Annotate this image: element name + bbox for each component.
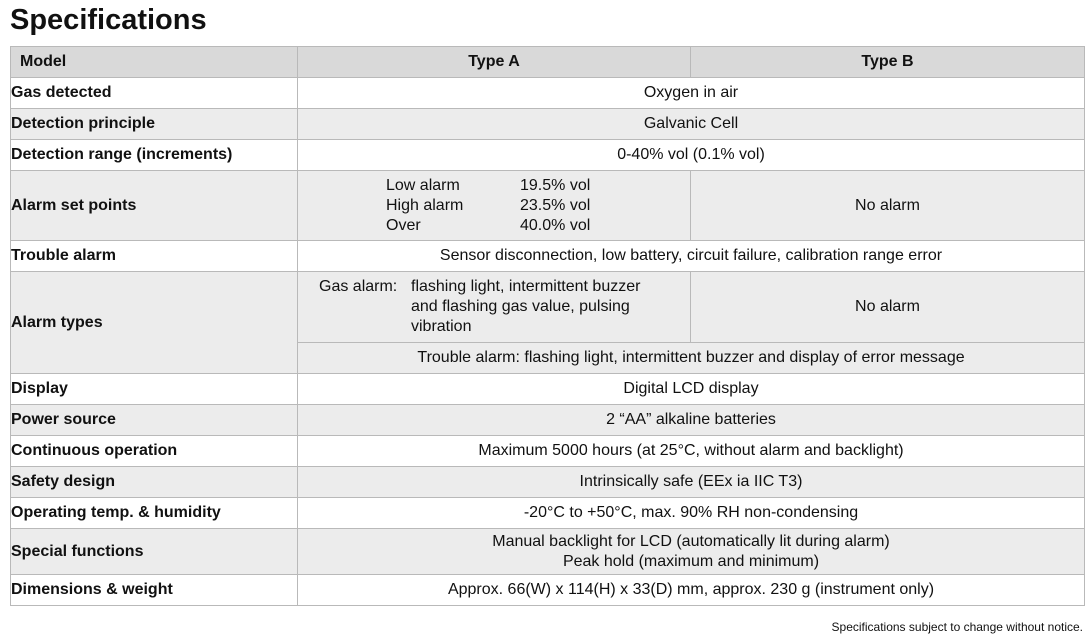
row-alarm-types [11,272,1085,343]
row-value: Approx. 66(W) x 114(H) x 33(D) mm, approx. 230 g (instrument only) [298,575,1085,606]
alarm-name: Low alarm [386,176,460,194]
gas-alarm-line: and flashing gas value, pulsing [411,298,630,315]
row-detection-principle [11,109,1085,140]
special-function-line: Manual backlight for LCD (automatically lit during alarm) [492,532,890,550]
row-value: Intrinsically safe (EEx ia IIC T3) [298,467,1085,498]
row-value: 2 “AA” alkaline batteries [298,405,1085,436]
special-function-line: Peak hold (maximum and minimum) [562,552,820,570]
row-operating-temp [11,498,1085,529]
gas-alarm-key: Gas alarm: [319,278,398,295]
row-power-source [11,405,1085,436]
row-label: Alarm types [11,272,298,374]
alarm-types-type-b: No alarm [691,272,1085,343]
row-value: Digital LCD display [298,374,1085,405]
row-display [11,374,1085,405]
alarm-set-points-type-a [298,171,691,241]
alarm-value: 40.0% vol [520,216,591,234]
row-gas-detected [11,78,1085,109]
page-title: Specifications [10,4,207,36]
alarm-value: 19.5% vol [520,176,591,194]
row-label: Continuous operation [11,436,298,467]
row-label: Detection principle [11,109,298,140]
row-value: 0-40% vol (0.1% vol) [298,140,1085,171]
row-value: Galvanic Cell [298,109,1085,140]
header-model: Model [11,47,298,78]
row-dimensions [11,575,1085,606]
row-label: Power source [11,405,298,436]
row-label: Safety design [11,467,298,498]
row-label: Display [11,374,298,405]
alarm-name: High alarm [386,196,464,214]
table-header-row [11,47,1085,78]
trouble-alarm-description: Trouble alarm: flashing light, intermittent buzzer and display of error message [298,343,1085,374]
row-label: Trouble alarm [11,241,298,272]
row-alarm-set-points [11,171,1085,241]
row-label: Detection range (increments) [11,140,298,171]
row-value [298,529,1085,575]
footnote: Specifications subject to change without notice. [831,620,1083,634]
alarm-set-points-type-b: No alarm [691,171,1085,241]
alarm-name: Over [386,216,421,234]
specifications-table [10,46,1085,606]
row-detection-range [11,140,1085,171]
row-safety-design [11,467,1085,498]
gas-alarm-line: vibration [411,318,472,335]
alarm-types-type-a [298,272,691,343]
row-label: Dimensions & weight [11,575,298,606]
gas-alarm-line: flashing light, intermittent buzzer [411,278,641,295]
row-value: Maximum 5000 hours (at 25°C, without alarm and backlight) [298,436,1085,467]
row-label: Special functions [11,529,298,575]
row-special-functions [11,529,1085,575]
row-trouble-alarm [11,241,1085,272]
row-value: Oxygen in air [298,78,1085,109]
row-label: Operating temp. & humidity [11,498,298,529]
row-value: Sensor disconnection, low battery, circuit failure, calibration range error [298,241,1085,272]
header-type-a: Type A [298,47,691,78]
alarm-value: 23.5% vol [520,196,591,214]
header-type-b: Type B [691,47,1085,78]
row-label: Gas detected [11,78,298,109]
row-value: -20°C to +50°C, max. 90% RH non-condensing [298,498,1085,529]
row-label: Alarm set points [11,171,298,241]
row-continuous-operation [11,436,1085,467]
